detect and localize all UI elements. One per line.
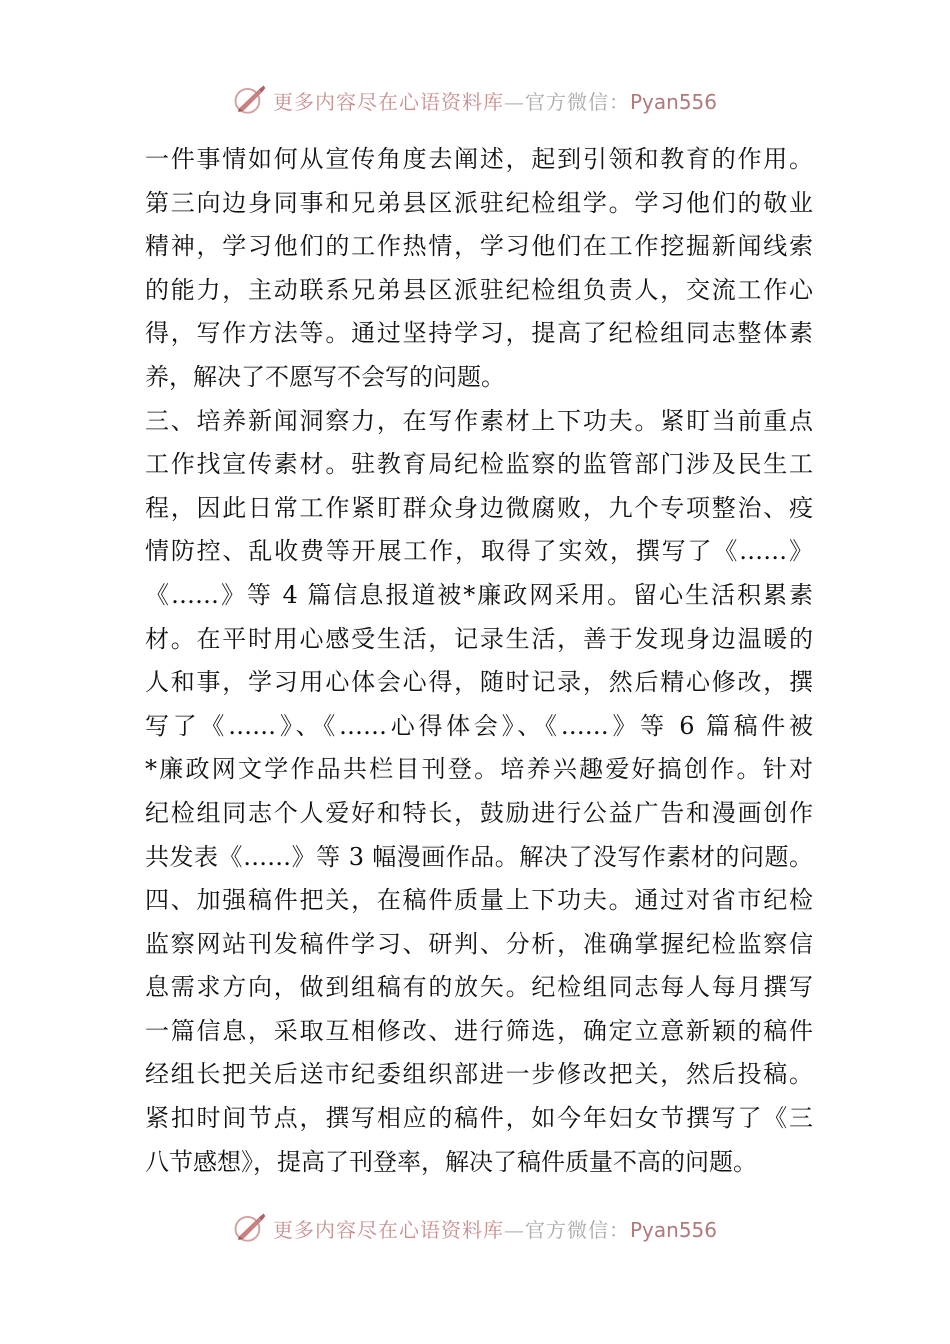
text-line: 《……》等 4 篇信息报道被*廉政网采用。留心生活积累素 <box>145 580 813 609</box>
watermark-wechat-label: 官方微信： <box>524 1217 630 1242</box>
watermark-text <box>273 1214 717 1243</box>
text-line: 八节感想》，提高了刊登率，解决了稿件质量不高的问题。 <box>145 1147 757 1176</box>
document-body <box>145 138 813 1184</box>
watermark-separator: — <box>503 89 525 114</box>
text-line: 写了《……》、《……心得体会》、《……》等 6 篇稿件被 <box>145 711 813 740</box>
text-line: 工作找宣传素材。驻教育局纪检监察的监管部门涉及民生工 <box>145 450 813 479</box>
watermark-wechat-id: Pyan556 <box>629 1217 717 1242</box>
text-line: 一件事情如何从宣传角度去阐述，起到引领和教育的作用。 <box>145 145 813 173</box>
header-watermark-banner <box>0 80 950 120</box>
text-line: 第三向边身同事和兄弟县区派驻纪检组学。学习他们的敬业 <box>145 188 813 217</box>
text-line: 得，写作方法等。通过坚持学习，提高了纪检组同志整体素 <box>145 319 813 348</box>
watermark-wechat-label: 官方微信： <box>524 89 630 114</box>
text-line: 四、加强稿件把关，在稿件质量上下功夫。通过对省市纪检 <box>145 886 813 915</box>
footer-watermark-banner <box>0 1208 950 1248</box>
text-line: 息需求方向，做到组稿有的放矢。纪检组同志每人每月撰写 <box>145 973 813 1002</box>
text-line: 监察网站刊发稿件学习、研判、分析，准确掌握纪检监察信 <box>145 929 813 958</box>
pen-logo-icon <box>233 83 267 117</box>
watermark-brand: 更多内容尽在心语资料库 <box>272 1217 504 1242</box>
watermark-separator: — <box>503 1217 525 1242</box>
text-line: 三、培养新闻洞察力，在写作素材上下功夫。紧盯当前重点 <box>145 406 813 435</box>
text-line: 一篇信息，采取互相修改、进行筛选，确定立意新颖的稿件 <box>145 1016 813 1045</box>
text-line: 共发表《……》等 3 幅漫画作品。解决了没写作素材的问题。 <box>145 842 813 871</box>
pen-logo-icon <box>233 1211 267 1245</box>
text-line: 的能力，主动联系兄弟县区派驻纪检组负责人，交流工作心 <box>145 275 813 304</box>
watermark-brand: 更多内容尽在心语资料库 <box>272 89 504 114</box>
text-line: 人和事，学习用心体会心得，随时记录，然后精心修改，撰 <box>145 668 813 697</box>
text-line: 情防控、乱收费等开展工作，取得了实效，撰写了《……》 <box>145 537 813 566</box>
text-line: 程，因此日常工作紧盯群众身边微腐败，九个专项整治、疫 <box>145 493 813 522</box>
text-line: 精神，学习他们的工作热情，学习他们在工作挖掘新闻线索 <box>145 232 813 261</box>
text-line: 紧扣时间节点，撰写相应的稿件，如今年妇女节撰写了《三 <box>145 1104 813 1133</box>
watermark-text <box>273 86 717 115</box>
text-line: 纪检组同志个人爱好和特长，鼓励进行公益广告和漫画创作 <box>145 798 813 827</box>
text-line: *廉政网文学作品共栏目刊登。培养兴趣爱好搞创作。针对 <box>145 755 813 784</box>
watermark-wechat-id: Pyan556 <box>629 89 717 114</box>
text-line: 材。在平时用心感受生活，记录生活，善于发现身边温暖的 <box>145 624 813 653</box>
text-line: 经组长把关后送市纪委组织部进一步修改把关，然后投稿。 <box>145 1060 813 1089</box>
text-line: 养，解决了不愿写不会写的问题。 <box>145 362 505 391</box>
